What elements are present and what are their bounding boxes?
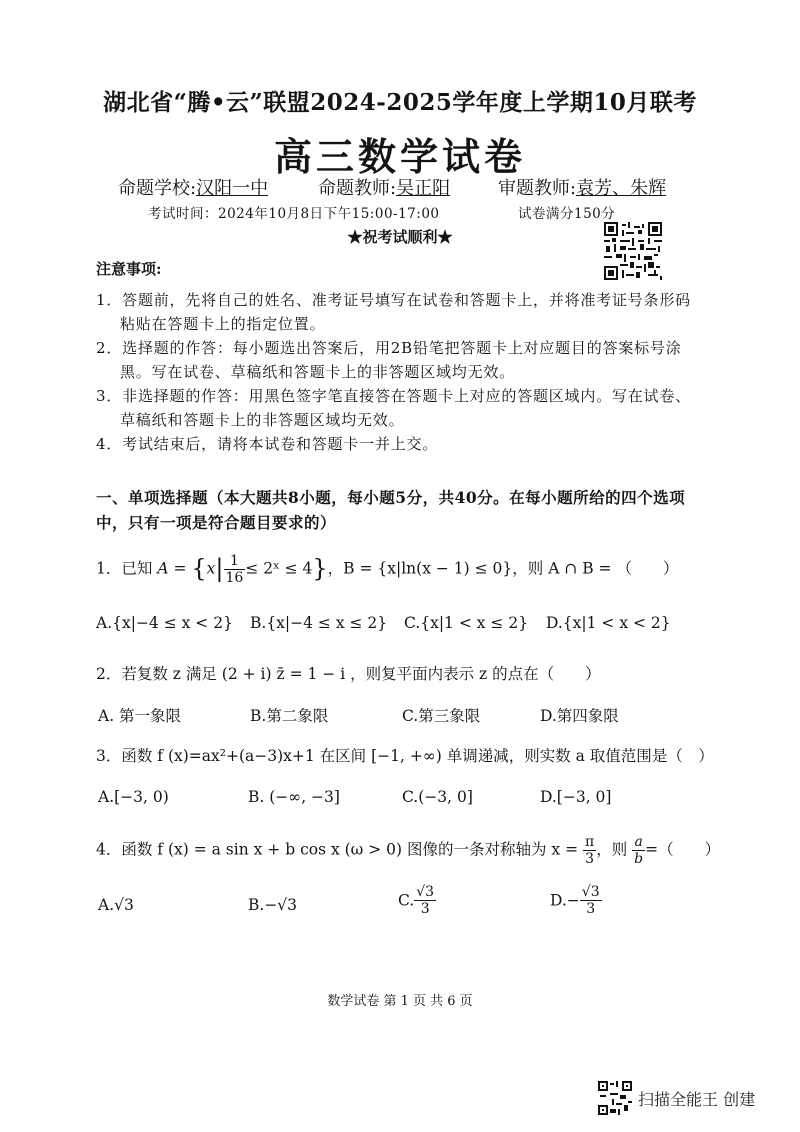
fraction (224, 553, 246, 586)
page-footer: 数学试卷 第 1 页 共 6 页 (327, 994, 473, 1009)
question-number: 1． (96, 559, 122, 578)
option-d: D.[−3, 0] (540, 788, 612, 806)
good-luck-wish: ★祝考试顺利★ (347, 228, 453, 246)
exam-score: 试卷满分150分 (518, 206, 616, 222)
question-number: 4． (96, 840, 122, 859)
scanner-qr-icon (598, 1081, 632, 1115)
option-d (550, 884, 602, 917)
author-value: 吴正阳 (396, 178, 451, 199)
notice-heading: 注意事项: (96, 260, 162, 278)
option-d-label: D.− (550, 891, 580, 910)
option-b: B.−√3 (248, 896, 298, 914)
option-c-label: C. (398, 891, 415, 910)
fraction-numerator: √3 (416, 884, 435, 900)
school-info (118, 174, 268, 200)
school-label: 命题学校: (118, 178, 197, 199)
fraction-numerator: √3 (581, 884, 600, 900)
exam-title-line1: 湖北省“腾•云”联盟2024-2025学年度上学期10月联考 (103, 89, 697, 116)
set-a-label: A = (157, 559, 192, 578)
exam-time: 考试时间：2024年10月8日下午15:00-17:00 (148, 206, 440, 222)
notice-item: 1．答题前，先将自己的姓名、准考证号填写在试卷和答题卡上，并将准考证号条形码 (96, 291, 691, 309)
option-c (398, 884, 436, 917)
section-heading: 一、单项选择题（本大题共8小题，每小题5分，共40分。在每小题所给的四个选项 (96, 488, 686, 507)
question-2: 2．若复数 z 满足 (2 + i) z̄ = 1 − i ，则复平面内表示 z 的点在（ ） (96, 665, 601, 683)
reviewer-info (498, 174, 666, 200)
notice-item: 草稿纸和答题卡上的非答题区域均无效。 (120, 411, 405, 429)
author-label: 命题教师: (318, 178, 397, 199)
scanner-watermark: 扫描全能王 创建 (638, 1090, 756, 1109)
question-ask: ，则 A ∩ B = （ ） (512, 559, 679, 578)
fraction-denominator: 3 (585, 851, 595, 867)
question-ask: =（ ） (645, 840, 721, 859)
reviewer-value: 袁芳、朱辉 (576, 178, 667, 199)
option-b: B.第二象限 (250, 707, 329, 725)
set-bar: | (215, 554, 224, 583)
notice-item: 3．非选择题的作答：用黑色签字笔直接答在答题卡上对应的答题区域内。写在试卷、 (96, 387, 691, 405)
left-brace: { (191, 554, 207, 583)
fraction (580, 884, 602, 917)
option-d: D.第四象限 (540, 707, 619, 725)
fraction-numerator: 1 (224, 553, 246, 570)
ab-fraction (632, 834, 645, 867)
section-heading-cont: 中，只有一项是符合题目要求的） (96, 513, 337, 532)
fraction (414, 884, 436, 917)
option-d: D.{x|1 < x < 2} (546, 614, 671, 632)
option-b: B. (−∞, −3] (248, 788, 340, 806)
option-c: C.(−3, 0] (402, 788, 473, 806)
author-info (318, 174, 450, 200)
option-b: B.{x|−4 ≤ x ≤ 2} (250, 614, 388, 632)
fraction-denominator: 16 (225, 570, 244, 586)
axis-fraction (583, 834, 596, 867)
fraction-numerator: a (632, 834, 645, 851)
fraction-numerator: π (585, 834, 595, 850)
option-a: A.{x|−4 ≤ x < 2} (96, 614, 233, 632)
question-1 (96, 553, 678, 586)
notice-item: 黑。写在试卷、草稿纸和答题卡上的非答题区域均无效。 (120, 363, 516, 381)
option-c: C.{x|1 < x ≤ 2} (404, 614, 529, 632)
notice-item: 粘贴在答题卡上的指定位置。 (120, 315, 326, 333)
question-text: 函数 f (x) = a sin x + b cos x (ω > 0) 图像的一条对称轴为 x = (121, 840, 579, 859)
option-c: C.第三象限 (402, 707, 481, 725)
set-a-condition: ≤ 2ˣ ≤ 4 (245, 559, 313, 578)
notice-item: 2．选择题的作答：每小题选出答案后，用2B铅笔把答题卡上对应题目的答案标号涂 (96, 339, 682, 357)
option-a: A.[−3, 0) (98, 788, 169, 806)
exam-title: 高三数学试卷 (273, 134, 526, 179)
right-brace: } (312, 554, 328, 583)
qr-code-icon (604, 222, 662, 280)
question-3: 3．函数 f (x)=ax²+(a−3)x+1 在区间 [−1, +∞) 单调递减，则实数 a 取值范围是（ ） (96, 747, 714, 765)
school-value: 汉阳一中 (196, 178, 269, 199)
fraction-denominator: 3 (586, 901, 596, 917)
notice-item: 4．考试结束后，请将本试卷和答题卡一并上交。 (96, 435, 439, 453)
fraction-denominator: 3 (420, 901, 430, 917)
fraction-denominator: b (634, 851, 644, 867)
option-a: A. 第一象限 (98, 707, 182, 725)
reviewer-label: 审题教师: (498, 178, 577, 199)
question-text: 已知 (121, 559, 153, 578)
set-b: ，B = {x|ln(x − 1) ≤ 0} (327, 559, 513, 578)
question-mid: ，则 (596, 840, 628, 859)
question-4 (96, 834, 720, 867)
option-a: A.√3 (98, 896, 134, 914)
set-a-var: x (206, 559, 216, 578)
